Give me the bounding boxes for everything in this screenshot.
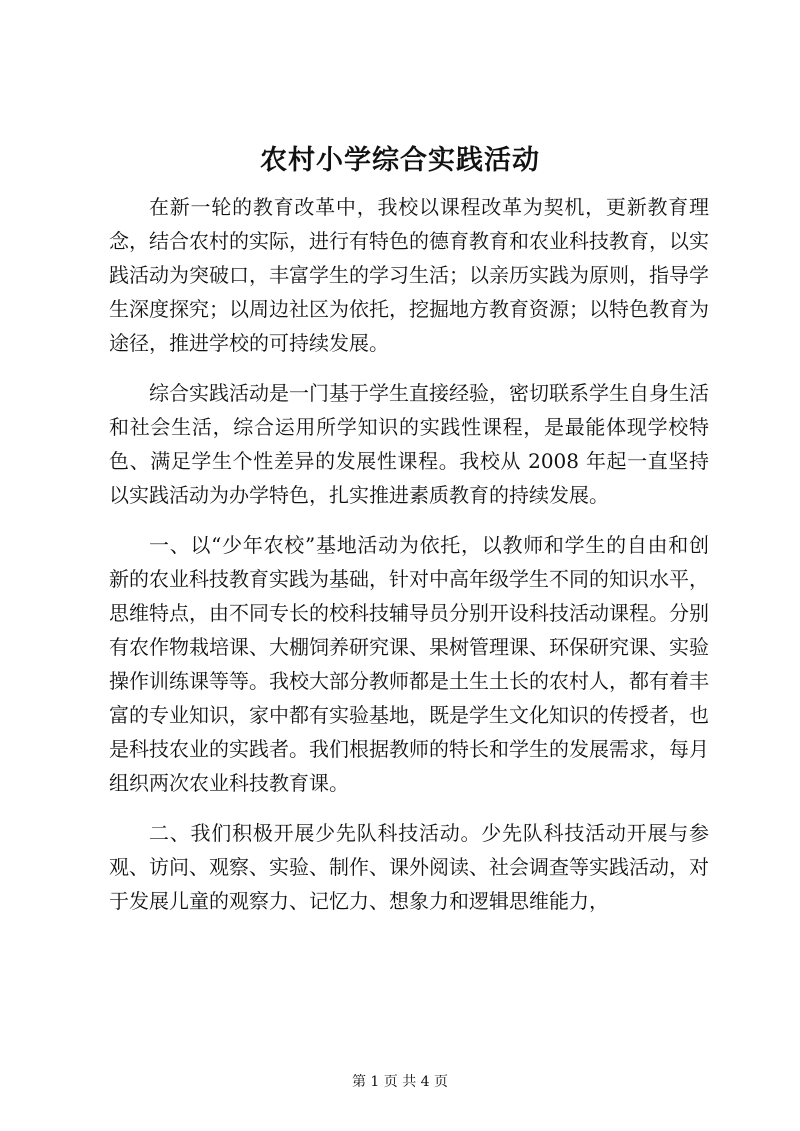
document-title: 农村小学综合实践活动 — [260, 145, 540, 176]
page-footer: 第 1 页 共 4 页 — [351, 1074, 449, 1090]
paragraph-3: 一、以“少年农校”基地活动为依托，以教师和学生的自由和创新的农业科技教育实践为基础，针对中高年级学生不同的知识水平，思维特点，由不同专长的校科技辅导员分别开设科技活动课程。分别有农作物栽培课、大棚饲养研究课、果树管理课、环保研究课、实验操作训练课等等。我校大部分教师都是土生土长的农村人，都有着丰富的专业知识，家中都有实验基地，既是学生文化知识的传授者，也是科技农业的实践者。我们根据教师的特长和学生的发展需求，每月组织两次农业科技教育课。 — [109, 533, 709, 795]
paragraph-4: 二、我们积极开展少先队科技活动。少先队科技活动开展与参观、访问、观察、实验、制作、课外阅读、社会调查等实践活动，对于发展儿童的观察力、记忆力、想象力和逻辑思维能力， — [109, 821, 709, 913]
paragraph-2: 综合实践活动是一门基于学生直接经验，密切联系学生自身生活和社会生活，综合运用所学知识的实践性课程，是最能体现学校特色、满足学生个性差异的发展性课程。我校从 2008 年起一直坚持以实践活动为办学特色，扎实推进素质教育的持续发展。 — [109, 381, 709, 507]
paragraph-1: 在新一轮的教育改革中，我校以课程改革为契机，更新教育理念，结合农村的实际，进行有特色的德育教育和农业科技教育，以实践活动为突破口，丰富学生的学习生活；以亲历实践为原则，指导学生深度探究；以周边社区为依托，挖掘地方教育资源；以特色教育为途径，推进学校的可持续发展。 — [109, 195, 709, 355]
document-body — [109, 190, 709, 934]
